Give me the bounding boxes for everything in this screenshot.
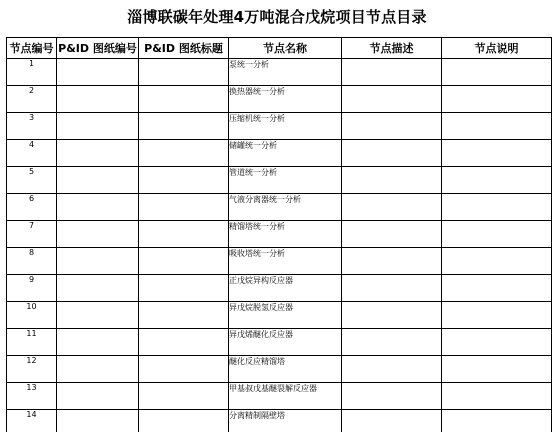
node-notes-cell <box>442 248 552 275</box>
node-description-cell <box>342 59 442 86</box>
table-row <box>7 194 552 221</box>
pid-drawing-number-cell <box>57 302 139 329</box>
node-description-cell <box>342 302 442 329</box>
pid-drawing-title-cell <box>139 248 229 275</box>
node-name-cell: 储罐统一分析 <box>229 140 342 167</box>
node-notes-cell <box>442 302 552 329</box>
node-number-cell: 10 <box>7 302 57 329</box>
node-number-cell: 2 <box>7 86 57 113</box>
pid-drawing-number-cell <box>57 383 139 410</box>
pid-drawing-title-cell <box>139 383 229 410</box>
node-notes-cell <box>442 167 552 194</box>
node-name-cell: 管道统一分析 <box>229 167 342 194</box>
node-notes-cell <box>442 275 552 302</box>
header-node-name: 节点名称 <box>229 38 342 59</box>
node-name-cell: 吸收塔统一分析 <box>229 248 342 275</box>
pid-drawing-title-cell <box>139 356 229 383</box>
header-pid-drawing-number: P&ID 图纸编号 <box>57 38 139 59</box>
node-name-cell: 异戊烷脱氢反应器 <box>229 302 342 329</box>
pid-drawing-title-cell <box>139 194 229 221</box>
table-row <box>7 383 552 410</box>
node-notes-cell <box>442 140 552 167</box>
pid-drawing-number-cell <box>57 356 139 383</box>
node-notes-cell <box>442 59 552 86</box>
pid-drawing-title-cell <box>139 275 229 302</box>
table-row <box>7 59 552 86</box>
pid-drawing-title-cell <box>139 167 229 194</box>
node-notes-cell <box>442 221 552 248</box>
pid-drawing-title-cell <box>139 140 229 167</box>
pid-drawing-number-cell <box>57 167 139 194</box>
pid-drawing-number-cell <box>57 113 139 140</box>
node-name-cell: 正戊烷异构反应器 <box>229 275 342 302</box>
node-notes-cell <box>442 113 552 140</box>
node-description-cell <box>342 113 442 140</box>
node-number-cell: 5 <box>7 167 57 194</box>
table-header-row <box>7 38 552 59</box>
table-row <box>7 86 552 113</box>
pid-drawing-number-cell <box>57 248 139 275</box>
table-row <box>7 140 552 167</box>
page-bottom-edge <box>0 432 554 444</box>
pid-drawing-number-cell <box>57 221 139 248</box>
node-name-cell: 异戊烯醚化反应器 <box>229 329 342 356</box>
node-name-cell: 醚化反应精馏塔 <box>229 356 342 383</box>
pid-drawing-number-cell <box>57 59 139 86</box>
node-name-cell: 泵统一分析 <box>229 59 342 86</box>
node-description-cell <box>342 383 442 410</box>
node-description-cell <box>342 167 442 194</box>
node-notes-cell <box>442 329 552 356</box>
node-description-cell <box>342 221 442 248</box>
header-node-notes: 节点说明 <box>442 38 552 59</box>
table-row <box>7 248 552 275</box>
node-name-cell: 分离精制隔壁塔 <box>229 410 342 437</box>
node-name-cell: 气液分离器统一分析 <box>229 194 342 221</box>
pid-drawing-number-cell <box>57 140 139 167</box>
node-description-cell <box>342 248 442 275</box>
node-number-cell: 4 <box>7 140 57 167</box>
table-row <box>7 329 552 356</box>
node-description-cell <box>342 329 442 356</box>
node-number-cell: 3 <box>7 113 57 140</box>
pid-drawing-number-cell <box>57 329 139 356</box>
table-row <box>7 167 552 194</box>
table-row <box>7 356 552 383</box>
table-row <box>7 221 552 248</box>
node-name-cell: 压缩机统一分析 <box>229 113 342 140</box>
node-number-cell: 1 <box>7 59 57 86</box>
node-name-cell: 换热器统一分析 <box>229 86 342 113</box>
pid-drawing-title-cell <box>139 329 229 356</box>
pid-drawing-title-cell <box>139 113 229 140</box>
header-node-number: 节点编号 <box>7 38 57 59</box>
node-notes-cell <box>442 194 552 221</box>
pid-drawing-title-cell <box>139 221 229 248</box>
node-description-cell <box>342 194 442 221</box>
pid-drawing-number-cell <box>57 194 139 221</box>
node-description-cell <box>342 86 442 113</box>
pid-drawing-number-cell <box>57 275 139 302</box>
table-row <box>7 302 552 329</box>
node-number-cell: 9 <box>7 275 57 302</box>
node-number-cell: 7 <box>7 221 57 248</box>
table-row <box>7 113 552 140</box>
table-row <box>7 275 552 302</box>
node-notes-cell <box>442 383 552 410</box>
node-description-cell <box>342 275 442 302</box>
document-title: 淄博联碳年处理4万吨混合戊烷项目节点目录 <box>127 8 427 26</box>
pid-drawing-title-cell <box>139 302 229 329</box>
node-number-cell: 6 <box>7 194 57 221</box>
node-number-cell: 13 <box>7 383 57 410</box>
node-name-cell: 精馏塔统一分析 <box>229 221 342 248</box>
node-number-cell: 14 <box>7 410 57 437</box>
pid-drawing-title-cell <box>139 86 229 113</box>
node-number-cell: 12 <box>7 356 57 383</box>
node-catalog-table <box>6 37 552 437</box>
header-pid-drawing-title: P&ID 图纸标题 <box>139 38 229 59</box>
node-number-cell: 11 <box>7 329 57 356</box>
node-notes-cell <box>442 86 552 113</box>
node-description-cell <box>342 356 442 383</box>
node-name-cell: 甲基叔戊基醚裂解反应器 <box>229 383 342 410</box>
node-description-cell <box>342 140 442 167</box>
pid-drawing-number-cell <box>57 86 139 113</box>
node-notes-cell <box>442 356 552 383</box>
header-node-description: 节点描述 <box>342 38 442 59</box>
node-number-cell: 8 <box>7 248 57 275</box>
pid-drawing-title-cell <box>139 59 229 86</box>
